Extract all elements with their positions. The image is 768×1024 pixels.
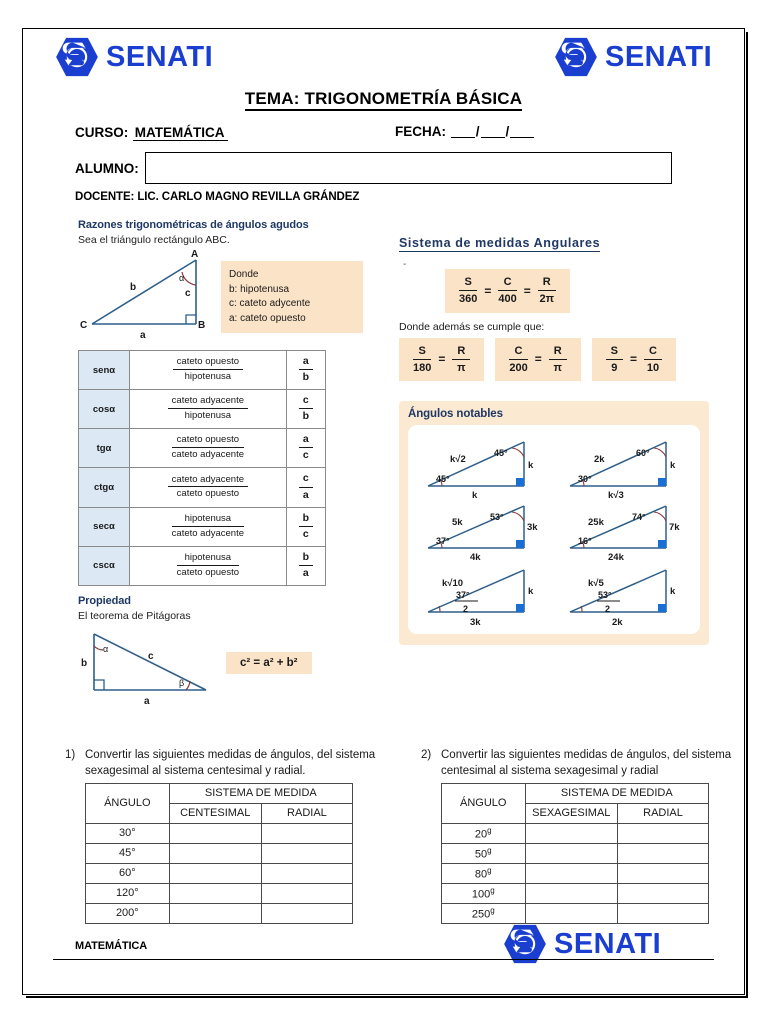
angle-number: 50 — [474, 848, 488, 861]
document-page — [22, 28, 745, 995]
svg-text:α: α — [179, 273, 185, 283]
svg-text:k√2: k√2 — [450, 454, 466, 466]
col-header-centesimal: CENTESIMAL — [169, 803, 261, 823]
col-header-radial: RADIAL — [618, 803, 709, 823]
header-logo-right — [554, 37, 712, 77]
svg-text:53°: 53° — [490, 512, 504, 523]
angle-value: 200° — [86, 903, 170, 923]
notables-row-1 — [412, 434, 696, 500]
exercise-1-number: 1) — [65, 749, 76, 761]
ratio-value — [286, 507, 325, 546]
angle-unit: g — [487, 845, 492, 855]
curso-value: MATEMÁTICA — [133, 125, 229, 141]
notables-title: Ángulos notables — [408, 408, 503, 421]
alumno-row — [75, 152, 672, 184]
svg-text:b: b — [130, 282, 137, 293]
ratio-num: hipotenusa — [172, 513, 244, 527]
angle-unit: g — [490, 885, 495, 895]
right-triangle-diagram — [78, 248, 378, 340]
table-row — [86, 883, 353, 903]
svg-text:k: k — [528, 460, 534, 472]
answer-cell-radial[interactable] — [618, 823, 709, 843]
sf-left-num: S — [413, 344, 431, 360]
notable-triangle-16-74 — [562, 500, 688, 562]
svg-text:24k: 24k — [608, 552, 624, 563]
angle-value: 60° — [86, 863, 170, 883]
table-row — [79, 351, 326, 390]
table-row — [442, 843, 709, 863]
docente-line: DOCENTE: LIC. CARLO MAGNO REVILLA GRÁNDEZ — [75, 191, 360, 203]
page-header — [23, 29, 744, 83]
sf-right-den: 10 — [646, 361, 660, 374]
fecha-label: FECHA: — [395, 124, 446, 139]
table-row — [86, 903, 353, 923]
svg-text:4k: 4k — [470, 552, 481, 563]
angle-unit: g — [487, 825, 492, 835]
senati-hexagon-logo-icon — [554, 37, 598, 77]
ratio-function: secα — [79, 507, 130, 546]
angle-unit: g — [487, 865, 492, 875]
svg-text:C: C — [80, 320, 88, 331]
footer-course: MATEMÁTICA — [75, 940, 148, 952]
svg-text:37°: 37° — [436, 536, 450, 547]
svg-text:2: 2 — [463, 604, 469, 615]
equals-sign: = — [523, 283, 531, 298]
angle-value — [442, 843, 526, 863]
svg-text:α: α — [103, 643, 109, 654]
ratio-expression — [130, 468, 287, 507]
formula-s-den: 360 — [459, 293, 478, 306]
angle-value — [442, 903, 526, 923]
answer-cell-centesimal[interactable] — [169, 863, 261, 883]
table-row — [442, 823, 709, 843]
sub-formula-box — [592, 338, 676, 382]
svg-text:37°: 37° — [456, 590, 470, 601]
exercise-2-table — [441, 783, 709, 924]
donde-line-a: a: cateto opuesto — [229, 312, 306, 324]
angle-number: 100 — [471, 888, 491, 901]
table-row — [79, 468, 326, 507]
header-logo-left — [55, 37, 213, 77]
svg-text:k: k — [670, 586, 676, 598]
answer-cell-radial[interactable] — [618, 903, 709, 923]
svg-text:74°: 74° — [632, 512, 646, 523]
col-header-angulo: ÁNGULO — [86, 783, 170, 823]
right-column — [399, 234, 709, 645]
svg-text:k: k — [670, 460, 676, 472]
ratio-vnum: a — [299, 355, 313, 370]
sistema-medidas-title: Sistema de medidas Angulares — [399, 236, 601, 250]
sub-formula-box — [495, 338, 580, 382]
svg-text:k√10: k√10 — [442, 578, 464, 590]
angle-value — [442, 823, 526, 843]
svg-text:c: c — [148, 650, 154, 662]
answer-cell-radial[interactable] — [261, 903, 352, 923]
razones-title: Razones trigonométricas de ángulos agudos — [78, 219, 309, 231]
col-header-angulo: ÁNGULO — [442, 783, 526, 823]
brand-name: SENATI — [605, 40, 713, 73]
sub-formula-box — [399, 338, 484, 382]
ratio-value — [286, 351, 325, 390]
table-row — [86, 863, 353, 883]
svg-text:k: k — [528, 586, 534, 598]
sf-left-num: C — [509, 344, 527, 360]
donde-title: Donde — [229, 269, 259, 280]
ratio-num: cateto adyacente — [168, 474, 248, 488]
ratio-expression — [130, 507, 287, 546]
answer-cell-centesimal[interactable] — [169, 843, 261, 863]
fecha-year-blank[interactable] — [510, 137, 534, 138]
ratio-vden: b — [302, 371, 310, 384]
ratio-value — [286, 546, 325, 585]
senati-hexagon-logo-icon — [503, 924, 547, 964]
table-row — [442, 903, 709, 923]
notable-triangle-37-53 — [420, 500, 546, 562]
svg-text:k√3: k√3 — [608, 490, 624, 501]
svg-text:b: b — [81, 657, 88, 669]
razones-subtitle: Sea el triángulo rectángulo ABC. — [78, 234, 230, 246]
answer-cell-radial[interactable] — [261, 883, 352, 903]
propiedad-subtitle: El teorema de Pitágoras — [78, 609, 191, 622]
answer-cell-radial[interactable] — [618, 883, 709, 903]
table-row — [86, 823, 353, 843]
exercise-2-number: 2) — [421, 749, 432, 761]
ratio-vnum: c — [299, 394, 313, 409]
formula-r-num: R — [538, 275, 556, 291]
table-header-row — [442, 783, 709, 803]
ratio-vnum: b — [299, 551, 313, 566]
table-header-row — [86, 783, 353, 803]
equals-sign: = — [630, 352, 638, 367]
ratio-vnum: a — [299, 433, 313, 448]
answer-cell-centesimal[interactable] — [169, 883, 261, 903]
ratio-num: cateto opuesto — [173, 356, 243, 370]
exercise-2 — [421, 747, 741, 924]
formula-c-den: 400 — [498, 293, 517, 306]
exercise-1 — [65, 747, 385, 924]
trig-ratios-table — [78, 350, 326, 586]
table-row — [79, 546, 326, 585]
propiedad-section — [78, 595, 378, 622]
ratio-den: cateto adyacente — [171, 449, 245, 461]
svg-text:β: β — [179, 677, 185, 688]
angulos-notables-panel — [399, 401, 709, 645]
ratio-function: senα — [79, 351, 130, 390]
ratio-expression — [130, 429, 287, 468]
page-title: TEMA: TRIGONOMETRÍA BÁSICA — [23, 89, 744, 109]
ratio-expression — [130, 351, 287, 390]
table-row — [86, 843, 353, 863]
equals-sign: = — [534, 352, 542, 367]
sf-left-den: 200 — [509, 361, 528, 374]
ratio-function: cscα — [79, 546, 130, 585]
angle-value: 30° — [86, 823, 170, 843]
curso-label: CURSO: — [75, 125, 129, 140]
ratio-expression — [130, 546, 287, 585]
svg-text:c: c — [185, 288, 191, 299]
svg-text:45°: 45° — [494, 448, 508, 459]
ratio-den: cateto opuesto — [176, 566, 239, 578]
notable-triangle-half-53 — [562, 562, 688, 628]
curso-row — [75, 124, 715, 146]
answer-cell-sexagesimal[interactable] — [525, 903, 617, 923]
ratio-value — [286, 390, 325, 429]
donde-line-b: b: hipotenusa — [229, 283, 290, 295]
svg-text:60°: 60° — [636, 448, 650, 459]
exercise-1-table — [85, 783, 353, 924]
alumno-label: ALUMNO: — [75, 160, 139, 176]
answer-cell-centesimal[interactable] — [169, 903, 261, 923]
ratio-vden: a — [302, 566, 309, 579]
ratio-expression — [130, 390, 287, 429]
svg-text:3k: 3k — [527, 522, 538, 534]
ratio-vnum: c — [299, 472, 313, 487]
fecha-day-blank[interactable] — [451, 137, 475, 138]
sub-formulas-group — [399, 338, 709, 382]
svg-text:a: a — [144, 695, 150, 706]
ratio-function: tgα — [79, 429, 130, 468]
ratio-vnum: b — [299, 512, 313, 527]
notables-card — [408, 425, 700, 634]
formula-r-den: 2π — [539, 293, 554, 306]
footer-logo — [503, 924, 661, 964]
svg-text:5k: 5k — [452, 517, 463, 529]
answer-cell-radial[interactable] — [618, 863, 709, 883]
ratio-den: cateto opuesto — [176, 488, 239, 500]
donde-ademas-text: Donde además se cumple que: — [399, 320, 545, 333]
angle-value — [442, 863, 526, 883]
alumno-input[interactable] — [145, 152, 672, 184]
formula-c-num: C — [498, 275, 516, 291]
table-row — [79, 507, 326, 546]
ratio-vden: c — [302, 527, 309, 540]
equals-sign: = — [484, 283, 492, 298]
svg-text:k√5: k√5 — [588, 578, 604, 590]
table-row — [442, 883, 709, 903]
ratio-vden: c — [302, 449, 309, 462]
col-header-sistema: SISTEMA DE MEDIDA — [525, 783, 708, 803]
dash-mark: - — [403, 259, 407, 270]
donde-line-c: c: cateto adycente — [229, 298, 311, 309]
fecha-field[interactable]: FECHA: / / — [395, 124, 535, 139]
table-row — [442, 863, 709, 883]
svg-text:a: a — [140, 330, 146, 340]
sf-right-den: π — [553, 361, 562, 374]
sf-right-den: π — [457, 361, 466, 374]
sf-right-num: R — [452, 344, 470, 360]
answer-cell-sexagesimal[interactable] — [525, 823, 617, 843]
svg-text:30°: 30° — [578, 474, 592, 485]
page-footer — [23, 922, 744, 968]
svg-text:k: k — [472, 490, 478, 501]
left-column — [78, 219, 378, 706]
answer-cell-sexagesimal[interactable] — [525, 843, 617, 863]
angle-value: 120° — [86, 883, 170, 903]
ratio-num: hipotenusa — [177, 552, 239, 566]
exercise-1-text: Convertir las siguientes medidas de ángulos, del sistema sexagesimal al sistema centesimal y radial. — [85, 749, 376, 778]
footer-divider — [53, 959, 714, 960]
fecha-month-blank[interactable] — [481, 137, 505, 138]
answer-cell-radial[interactable] — [261, 823, 352, 843]
svg-text:2: 2 — [605, 604, 611, 615]
svg-text:A: A — [191, 249, 199, 260]
exercise-2-text: Convertir las siguientes medidas de ángulos, del sistema centesimal al sistema sexagesimal y radial — [441, 749, 732, 778]
ratio-den: hipotenusa — [184, 410, 232, 422]
svg-text:7k: 7k — [669, 522, 680, 534]
svg-text:25k: 25k — [588, 517, 604, 529]
notables-row-2 — [412, 500, 696, 562]
ratio-vden: a — [302, 488, 309, 501]
svg-text:45°: 45° — [436, 474, 450, 485]
col-header-sistema: SISTEMA DE MEDIDA — [169, 783, 352, 803]
answer-cell-radial[interactable] — [618, 843, 709, 863]
sf-left-num: S — [606, 344, 623, 360]
pythagoras-diagram — [78, 626, 378, 706]
notable-triangle-half-37 — [420, 562, 546, 628]
footer-brand-name: SENATI — [554, 927, 662, 960]
angle-number: 20 — [474, 828, 488, 841]
ratio-num: cateto opuesto — [172, 434, 244, 448]
notables-row-3 — [412, 562, 696, 628]
angle-value: 45° — [86, 843, 170, 863]
svg-text:2k: 2k — [612, 617, 623, 629]
donde-box — [221, 261, 363, 333]
ratio-function: cosα — [79, 390, 130, 429]
angle-value — [442, 883, 526, 903]
ratio-den: hipotenusa — [184, 371, 232, 382]
main-formula-box — [445, 269, 570, 313]
col-header-radial: RADIAL — [261, 803, 352, 823]
angle-number: 250 — [471, 908, 491, 921]
angle-number: 80 — [474, 868, 488, 881]
answer-cell-sexagesimal[interactable] — [525, 883, 617, 903]
ratio-den: cateto adyacente — [171, 527, 245, 539]
answer-cell-sexagesimal[interactable] — [525, 863, 617, 883]
answer-cell-radial[interactable] — [261, 863, 352, 883]
svg-text:53°: 53° — [598, 590, 612, 601]
ratio-value — [286, 429, 325, 468]
table-row — [79, 390, 326, 429]
svg-text:16°: 16° — [578, 536, 592, 547]
notable-triangle-30-60 — [562, 434, 688, 500]
table-row — [79, 429, 326, 468]
ratio-num: cateto adyacente — [168, 395, 248, 409]
angle-unit: g — [490, 905, 495, 915]
answer-cell-centesimal[interactable] — [169, 823, 261, 843]
answer-cell-radial[interactable] — [261, 843, 352, 863]
propiedad-title: Propiedad — [78, 594, 131, 607]
pythagoras-formula: c² = a² + b² — [226, 652, 312, 674]
sf-right-num: C — [644, 344, 662, 360]
notable-triangle-45 — [420, 434, 546, 500]
svg-text:2k: 2k — [594, 454, 605, 466]
senati-hexagon-logo-icon — [55, 37, 99, 77]
sf-right-num: R — [549, 344, 567, 360]
ratio-function: ctgα — [79, 468, 130, 507]
equals-sign: = — [438, 352, 446, 367]
sf-left-den: 180 — [413, 361, 432, 374]
svg-text:3k: 3k — [470, 617, 481, 629]
ratio-value — [286, 468, 325, 507]
col-header-sexagesimal: SEXAGESIMAL — [525, 803, 617, 823]
brand-name: SENATI — [106, 40, 214, 73]
ratio-vden: b — [302, 410, 310, 423]
svg-text:B: B — [198, 320, 206, 331]
sf-left-den: 9 — [611, 361, 618, 374]
formula-s-num: S — [459, 275, 477, 291]
